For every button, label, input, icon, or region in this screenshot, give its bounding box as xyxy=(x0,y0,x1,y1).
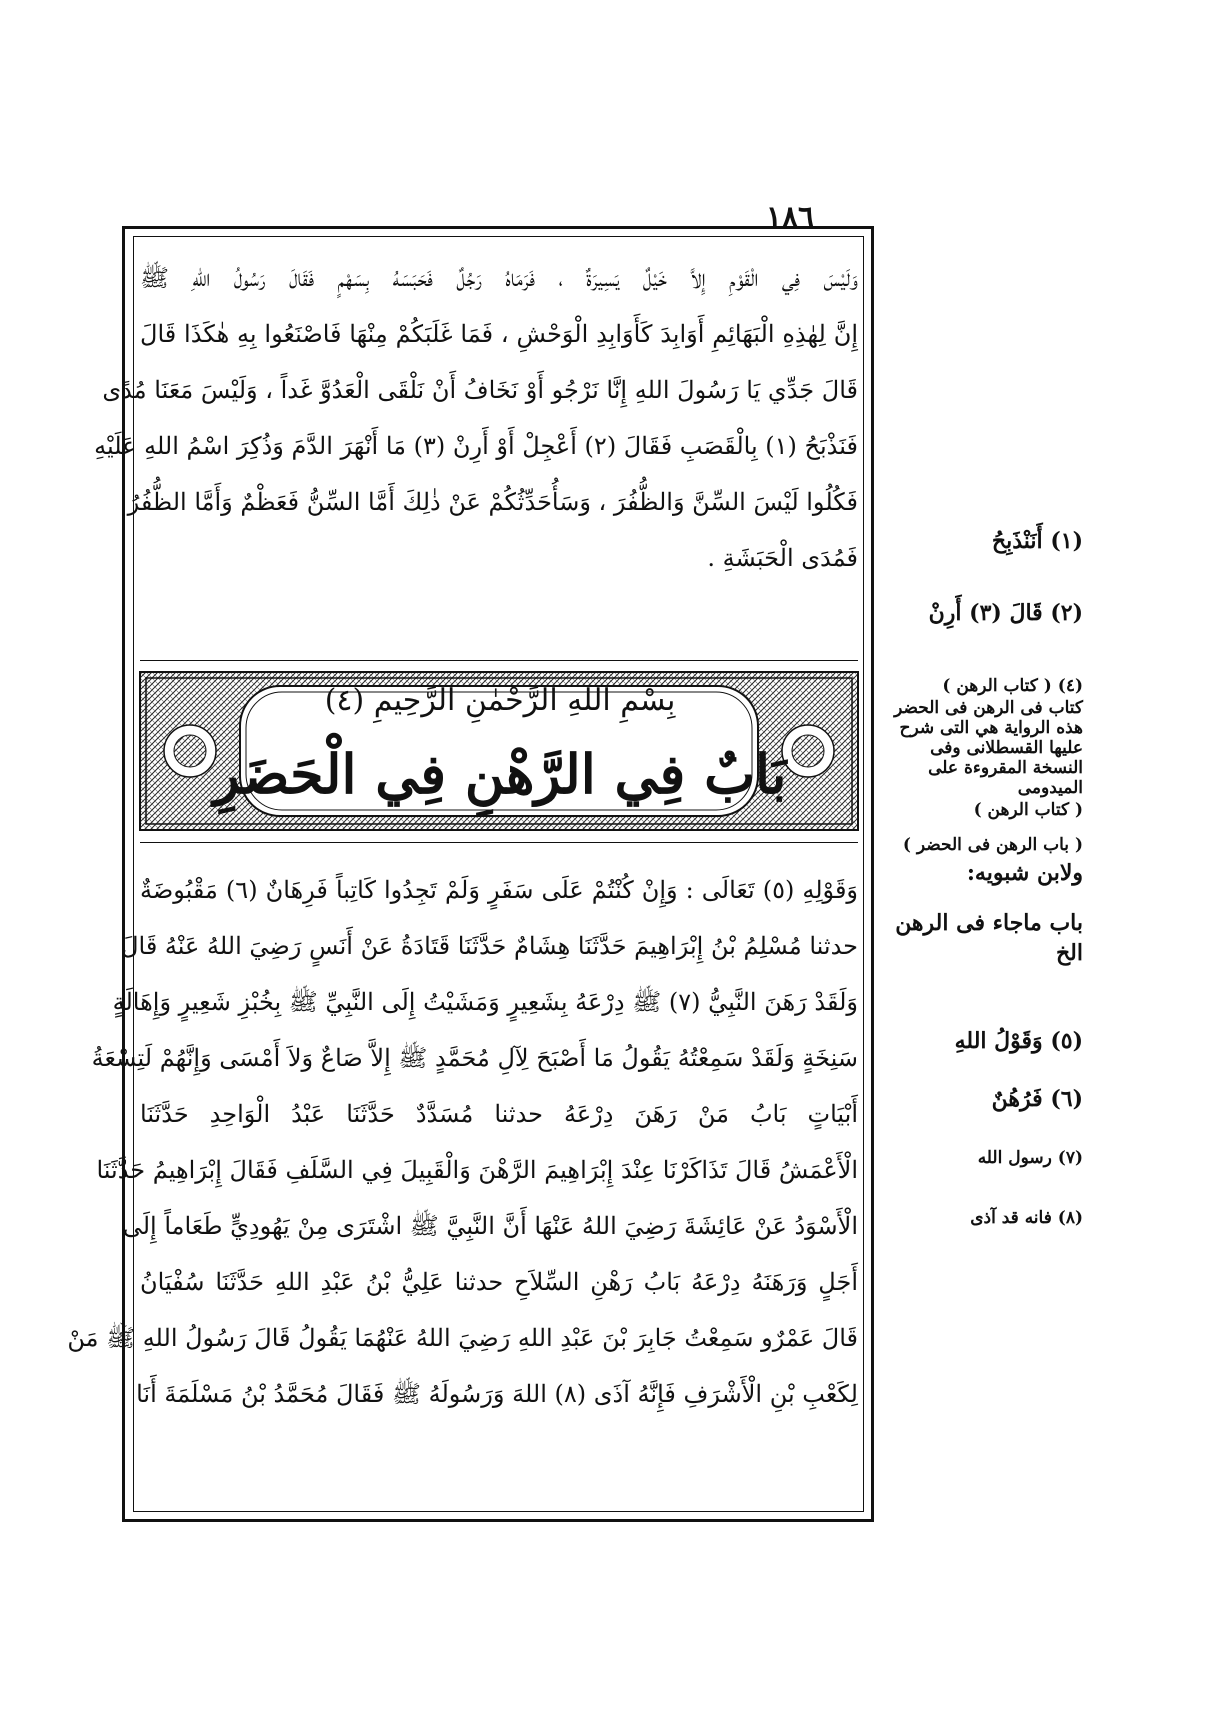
margin-note: (٤) ( كتاب الرهن ) xyxy=(942,676,1083,696)
banner-rule-top xyxy=(140,660,858,661)
text-line: سَنِخَةٍ وَلَقَدْ سَمِعْتُهُ يَقُولُ مَا أَصْبَحَ لِآلِ مُحَمَّدٍ ﷺ إِلاَّ صَاعٌ وَلاَ أَمْسَى وَإِنَّهُمْ لَتِسْعَةُ xyxy=(91,1044,858,1072)
margin-note: ( باب الرهن فى الحضر ) xyxy=(902,835,1083,855)
basmala-heading: بِسْمِ اللهِ الرَّحْمٰنِ الرَّحِيمِ (٤) xyxy=(324,683,676,718)
page-number: ١٨٦ xyxy=(765,200,815,235)
text-line: وَلَيْسَ فِي الْقَوْمِ إِلاَّ خَيْلٌ يَسِيرَةٌ ، فَرَمَاهُ رَجُلٌ فَحَبَسَهُ بِسَهْمٍ فَقَالَ رَسُولُ اللهِ ﷺ xyxy=(140,264,858,292)
text-line: فَنَذْبَحُ (١) بِالْقَصَبِ فَقَالَ (٢) أَعْجِلْ أَوْ أَرِنْ (٣) مَا أَنْهَرَ الدَّمَ وَذُكِرَ اسْمُ اللهِ عَلَيْهِ xyxy=(94,432,858,460)
margin-note: (٥) وَقَوْلُ اللهِ xyxy=(954,1028,1083,1054)
text-line: فَكُلُوا لَيْسَ السِّنَّ وَالظُّفُرَ ، وَسَأُحَدِّثُكُمْ عَنْ ذٰلِكَ أَمَّا السِّنُّ فَعَظْمٌ وَأَمَّا الظُّفُرُ xyxy=(127,488,858,516)
margin-note: (٦) فَرُهُنٌ xyxy=(991,1086,1083,1112)
text-line: أَجَلٍ وَرَهَنَهُ دِرْعَهُ بَابُ رَهْنِ السِّلاَحِ حدثنا عَلِيُّ بْنُ عَبْدِ اللهِ حَدَّثَنَا سُفْيَانُ xyxy=(140,1268,858,1296)
margin-note: (٢) قَالَ (٣) أَرِنْ xyxy=(928,600,1083,626)
text-line: وَقَوْلِهِ (٥) تَعَالَى : وَإِنْ كُنْتُمْ عَلَى سَفَرٍ وَلَمْ تَجِدُوا كَاتِباً فَرِهَانٌ (٦) مَقْبُوضَةٌ xyxy=(140,876,859,904)
text-line: وَلَقَدْ رَهَنَ النَّبِيُّ (٧) ﷺ دِرْعَهُ بِشَعِيرٍ وَمَشَيْتُ إِلَى النَّبِيِّ ﷺ بِخُبْزِ شَعِيرٍ وَإِهَالَةٍ xyxy=(112,988,858,1016)
margin-note: ( كتاب الرهن ) xyxy=(973,800,1083,820)
margin-note: كتاب فى الرهن فى الحضر هذه الرواية هي التى شرح عليها القسطلانى وفى النسخة المقروءة على الميدومى xyxy=(894,698,1083,798)
banner-rule-bottom xyxy=(140,842,858,843)
chapter-title: بَابٌ فِي الرَّهْنِ فِي الْحَضَرِ xyxy=(213,742,787,806)
margin-note: ولابن شبويه: xyxy=(966,860,1083,886)
margin-note: (٨) فانه قد آذى xyxy=(970,1208,1083,1228)
text-line: الْأَسْوَدُ عَنْ عَائِشَةَ رَضِيَ اللهُ عَنْهَا أَنَّ النَّبِيَّ ﷺ اشْتَرَى مِنْ يَهُودِيٍّ طَعَاماً إِلَى xyxy=(122,1212,858,1240)
text-line: أَبْيَاتٍ بَابُ مَنْ رَهَنَ دِرْعَهُ حدثنا مُسَدَّدٌ حَدَّثَنَا عَبْدُ الْوَاحِدِ حَدَّثَنَا xyxy=(140,1100,859,1128)
margin-note: باب ماجاء فى الرهن الخ xyxy=(895,910,1083,966)
text-line: قَالَ عَمْرٌو سَمِعْتُ جَابِرَ بْنَ عَبْدِ اللهِ رَضِيَ اللهُ عَنْهُمَا يَقُولُ قَالَ رَسُولُ اللهِ ﷺ مَنْ xyxy=(67,1324,858,1352)
text-line: قَالَ جَدِّي يَا رَسُولَ اللهِ إِنَّا نَرْجُو أَوْ نَخَافُ أَنْ نَلْقَى الْعَدُوَّ غَداً ، وَلَيْسَ مَعَنَا مُدًى xyxy=(102,376,858,404)
text-line: إِنَّ لِهٰذِهِ الْبَهَائِمِ أَوَابِدَ كَأَوَابِدِ الْوَحْشِ ، فَمَا غَلَبَكُمْ مِنْهَا فَاصْنَعُوا بِهِ هٰكَذَا قَالَ xyxy=(140,320,858,348)
text-line: الْأَعْمَشُ قَالَ تَذَاكَرْنَا عِنْدَ إِبْرَاهِيمَ الرَّهْنَ وَالْقَبِيلَ فِي السَّلَفِ فَقَالَ إِبْرَاهِيمُ حَدَّثَنَا xyxy=(96,1156,858,1184)
margin-note: (٧) رسول الله xyxy=(977,1148,1083,1168)
margin-note: (١) أَنَنْذَبِحُ xyxy=(991,528,1083,554)
upper-text-block xyxy=(94,250,858,586)
text-line: فَمُدَى الْحَبَشَةِ . xyxy=(707,544,858,572)
text-line: لِكَعْبِ بْنِ الْأَشْرَفِ فَإِنَّهُ آذَى (٨) اللهَ وَرَسُولَهُ ﷺ فَقَالَ مُحَمَّدُ بْنُ مَسْلَمَةَ أَنَا xyxy=(136,1380,858,1408)
text-line: حدثنا مُسْلِمُ بْنُ إِبْرَاهِيمَ حَدَّثَنَا هِشَامٌ حَدَّثَنَا قَتَادَةُ عَنْ أَنَسٍ رَضِيَ اللهُ عَنْهُ قَالَ xyxy=(121,932,858,960)
lower-text-block xyxy=(67,862,859,1422)
